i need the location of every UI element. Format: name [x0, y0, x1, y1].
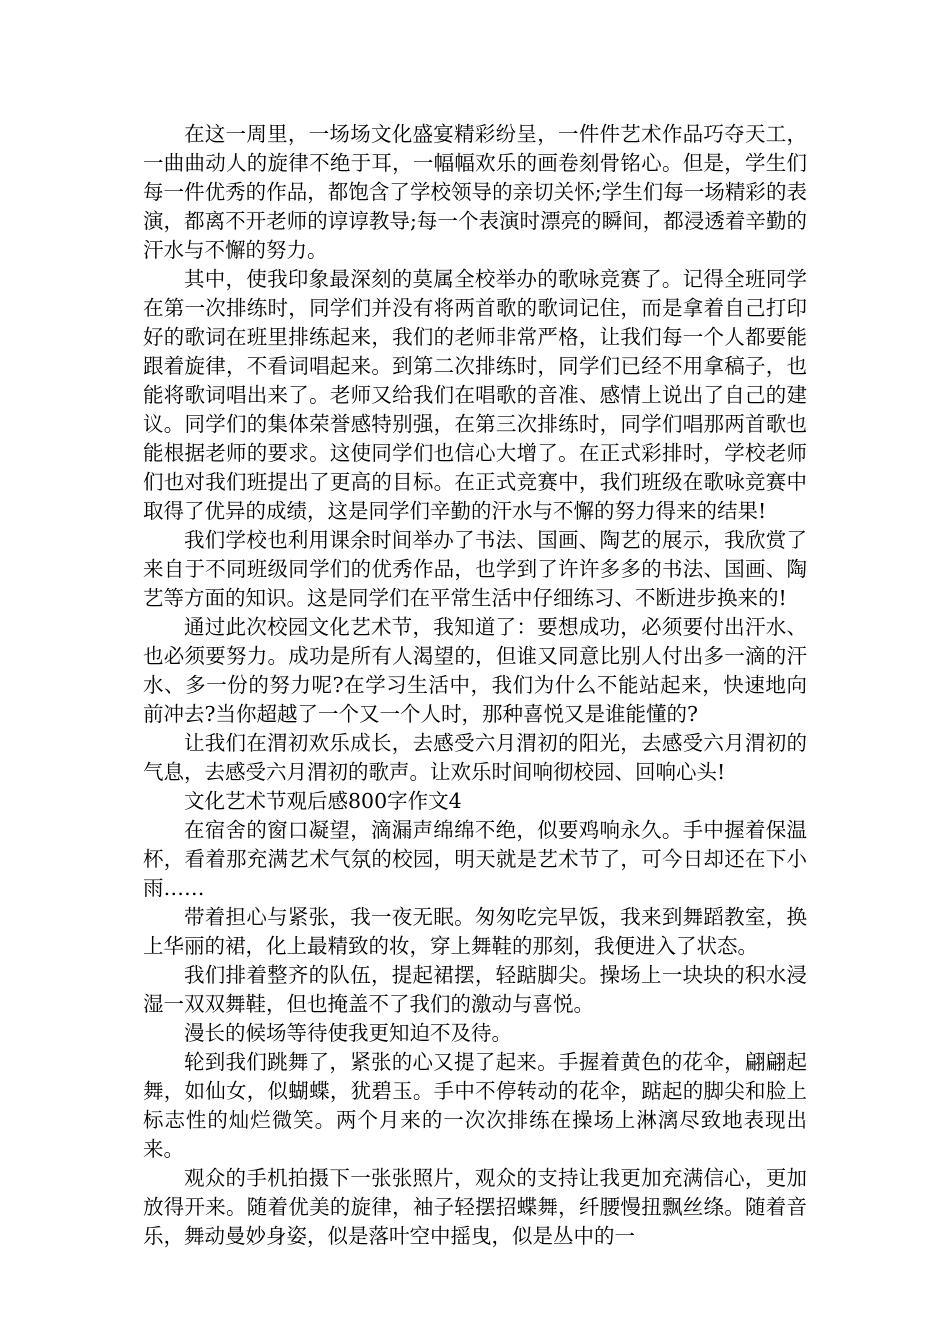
paragraph: 轮到我们跳舞了，紧张的心又提了起来。手握着黄色的花伞，翩翩起舞，如仙女，似蝴蝶，犹碧玉。手中不停转动的花伞，踮起的脚尖和脸上标志性的灿烂微笑。两个月来的一次次排练在操场上淋漓尽致地表现出来。 [143, 1050, 807, 1161]
paragraph: 带着担心与紧张，我一夜无眠。匆匆吃完早饭，我来到舞蹈教室，换上华丽的裙，化上最精致的妆，穿上舞鞋的那刻，我便进入了状态。 [143, 905, 807, 958]
paragraph: 让我们在渭初欢乐成长，去感受六月渭初的阳光，去感受六月渭初的气息，去感受六月渭初的歌声。让欢乐时间响彻校园、回响心头! [143, 731, 807, 784]
paragraph: 漫长的候场等待使我更知迫不及待。 [184, 1021, 512, 1045]
section-heading: 文化艺术节观后感800字作文4 [184, 789, 462, 813]
paragraph: 我们排着整齐的队伍，提起裙摆，轻踮脚尖。操场上一块块的积水浸湿一双双舞鞋，但也掩盖不了我们的激动与喜悦。 [143, 963, 807, 1016]
paragraph: 观众的手机拍摄下一张张照片，观众的支持让我更加充满信心，更加放得开来。随着优美的旋律，袖子轻摆招蝶舞，纤腰慢扭飘丝绦。随着音乐，舞动曼妙身姿，似是落叶空中摇曳，似是丛中的一 [143, 1166, 807, 1248]
paragraph: 其中，使我印象最深刻的莫属全校举办的歌咏竞赛了。记得全班同学在第一次排练时，同学们并没有将两首歌的歌词记住，而是拿着自己打印好的歌词在班里排练起来，我们的老师非常严格，让我们每一个人都要能跟着旋律，不看词唱起来。到第二次排练时，同学们已经不用拿稿子，也能将歌词唱出来了。老师又给我们在唱歌的音准、感情上说出了自己的建议。同学们的集体荣誉感特别强，在第三次排练时，同学们唱那两首歌也能根据老师的要求。这使同学们也信心大增了。在正式彩排时，学校老师们也对我们班提出了更高的目标。在正式竞赛中，我们班级在歌咏竞赛中取得了优异的成绩，这是同学们辛勤的汗水与不懈的努力得来的结果! [143, 267, 807, 523]
paragraph: 我们学校也利用课余时间举办了书法、国画、陶艺的展示，我欣赏了来自于不同班级同学们的优秀作品，也学到了许许多多的书法、国画、陶艺等方面的知识。这是同学们在平常生活中仔细练习、不断进步换来的! [143, 528, 807, 610]
paragraph: 通过此次校园文化艺术节，我知道了：要想成功，必须要付出汗水、也必须要努力。成功是所有人渴望的，但谁又同意比别人付出多一滴的汗水、多一份的努力呢?在学习生活中，我们为什么不能站起来，快速地向前冲去?当你超越了一个又一个人时，那种喜悦又是谁能懂的? [143, 615, 807, 726]
paragraph: 在宿舍的窗口凝望，滴漏声绵绵不绝，似要鸡响永久。手中握着保温杯，看着那充满艺术气氛的校园，明天就是艺术节了，可今日却还在下小雨…… [143, 818, 807, 900]
document-body [143, 120, 807, 1251]
paragraph: 在这一周里，一场场文化盛宴精彩纷呈，一件件艺术作品巧夺天工，一曲曲动人的旋律不绝于耳，一幅幅欢乐的画卷刻骨铭心。但是，学生们每一件优秀的作品，都饱含了学校领导的亲切关怀;学生们每一场精彩的表演，都离不开老师的谆谆教导;每一个表演时漂亮的瞬间，都浸透着辛勤的汗水与不懈的努力。 [143, 122, 807, 262]
